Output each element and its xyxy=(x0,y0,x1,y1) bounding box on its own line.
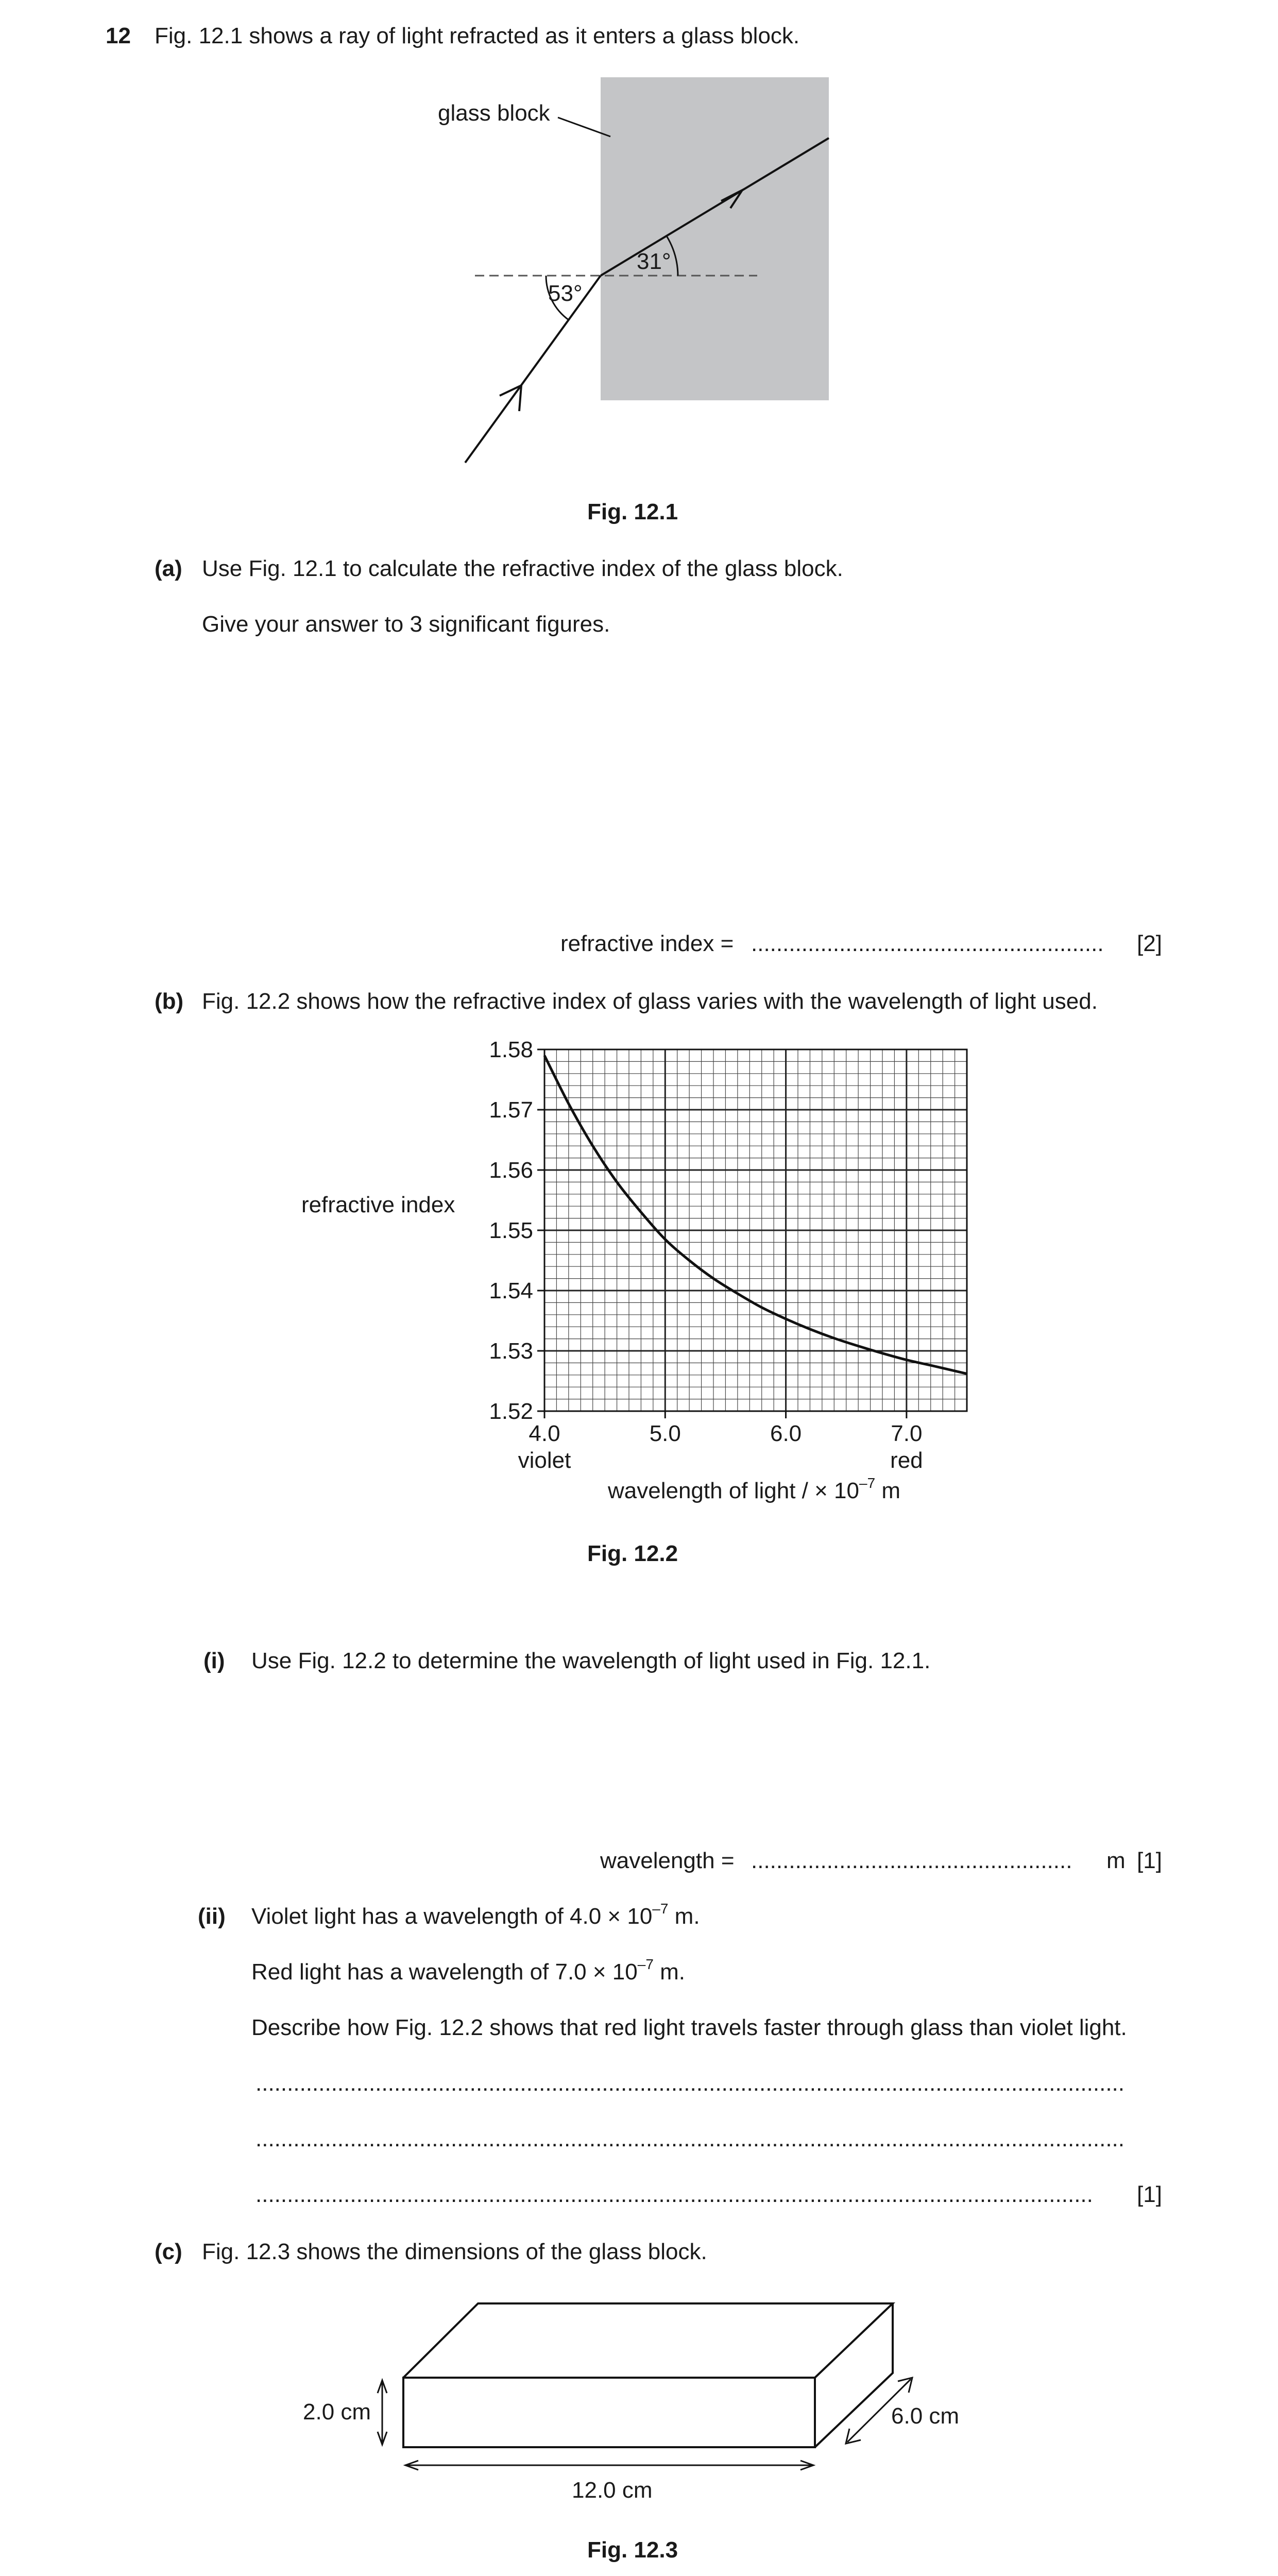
y-tick-label: 1.58 xyxy=(489,1037,533,1062)
chart-series-line xyxy=(544,1056,967,1374)
block-front-face xyxy=(403,2378,815,2447)
wavelength-answer-line[interactable]: ................................................... xyxy=(751,1848,1072,1873)
dim-depth-label: 6.0 cm xyxy=(891,2403,960,2429)
wavelength-unit: m xyxy=(1106,1848,1126,1873)
red-wavelength-text xyxy=(251,1956,686,1986)
chart-xlabel xyxy=(608,1475,901,1504)
part-c-label: (c) xyxy=(155,2239,182,2264)
part-c-text: Fig. 12.3 shows the dimensions of the glass block. xyxy=(202,2239,707,2264)
y-tick-label: 1.52 xyxy=(489,1399,533,1424)
y-tick-label: 1.57 xyxy=(489,1097,533,1123)
part-b-ii-label: (ii) xyxy=(198,1904,226,1929)
block-side-face xyxy=(815,2303,893,2447)
glass-block-label: glass block xyxy=(438,100,550,126)
red-text-exp: –7 xyxy=(637,1956,654,1973)
part-a-text: Use Fig. 12.1 to calculate the refractive index of the glass block. xyxy=(202,556,843,581)
part-b-label: (b) xyxy=(155,989,184,1014)
violet-text-post: m. xyxy=(668,1904,700,1929)
question-intro: Fig. 12.1 shows a ray of light refracted as it enters a glass block. xyxy=(155,23,800,48)
part-b-text: Fig. 12.2 shows how the refractive index of glass varies with the wavelength of light used. xyxy=(202,989,1098,1014)
violet-text-exp: –7 xyxy=(652,1901,669,1917)
fig-12-3-caption: Fig. 12.3 xyxy=(587,2537,678,2563)
wavelength-answer-label: wavelength = xyxy=(600,1848,735,1873)
dim-height-label: 2.0 cm xyxy=(303,2399,371,2425)
x-sublabel-red: red xyxy=(890,1448,923,1473)
chart-xlabel-main: wavelength of light / × 10 xyxy=(608,1478,859,1503)
refractive-index-answer-line[interactable]: ........................................................ xyxy=(751,931,1104,956)
part-b-i-text: Use Fig. 12.2 to determine the wavelength of light used in Fig. 12.1. xyxy=(251,1648,931,1673)
x-tick-label: 5.0 xyxy=(649,1421,681,1446)
part-b-i-label: (i) xyxy=(203,1648,225,1673)
incidence-angle-label: 53° xyxy=(548,281,583,306)
question-number: 12 xyxy=(106,23,131,48)
chart-ylabel: refractive index xyxy=(301,1192,455,1217)
y-tick-label: 1.54 xyxy=(489,1278,533,1303)
violet-text-pre: Violet light has a wavelength of 4.0 × 10 xyxy=(251,1904,653,1929)
x-tick-label: 6.0 xyxy=(770,1421,802,1446)
chart-major-grid xyxy=(544,1049,967,1411)
chart-tick-labels xyxy=(489,1037,923,1473)
refractive-index-answer-label: refractive index = xyxy=(560,931,734,956)
block-top-face xyxy=(403,2303,893,2378)
refraction-angle-label: 31° xyxy=(637,249,671,274)
x-sublabel-violet: violet xyxy=(518,1448,571,1473)
part-b-i-marks: [1] xyxy=(1137,1848,1162,1873)
dim-length-label: 12.0 cm xyxy=(572,2478,653,2503)
part-b-ii-question: Describe how Fig. 12.2 shows that red light travels faster through glass than violet light. xyxy=(251,2015,1127,2040)
part-b-ii-marks: [1] xyxy=(1137,2182,1162,2207)
chart-xlabel-unit: m xyxy=(875,1478,901,1503)
part-a-label: (a) xyxy=(155,556,182,581)
part-a-instruction: Give your answer to 3 significant figures. xyxy=(202,612,610,637)
fig-12-2-caption: Fig. 12.2 xyxy=(587,1541,678,1566)
answer-line-3[interactable]: ..................................................................................................................................... xyxy=(255,2182,1093,2207)
violet-wavelength-text xyxy=(251,1903,700,1930)
answer-line-1[interactable]: .......................................................................................................................................... xyxy=(255,2071,1124,2096)
part-a-marks: [2] xyxy=(1137,931,1162,956)
answer-line-2[interactable]: .......................................................................................................................................... xyxy=(255,2126,1124,2151)
red-text-post: m. xyxy=(653,1959,686,1985)
fig-12-3-block-diagram xyxy=(288,2282,989,2509)
y-tick-label: 1.55 xyxy=(489,1218,533,1243)
x-tick-label: 4.0 xyxy=(529,1421,560,1446)
x-tick-label: 7.0 xyxy=(891,1421,923,1446)
chart-xlabel-exp: –7 xyxy=(859,1475,876,1492)
y-tick-label: 1.53 xyxy=(489,1338,533,1364)
y-tick-label: 1.56 xyxy=(489,1158,533,1183)
red-text-pre: Red light has a wavelength of 7.0 × 10 xyxy=(251,1959,638,1985)
fig-12-1-caption: Fig. 12.1 xyxy=(587,499,678,524)
